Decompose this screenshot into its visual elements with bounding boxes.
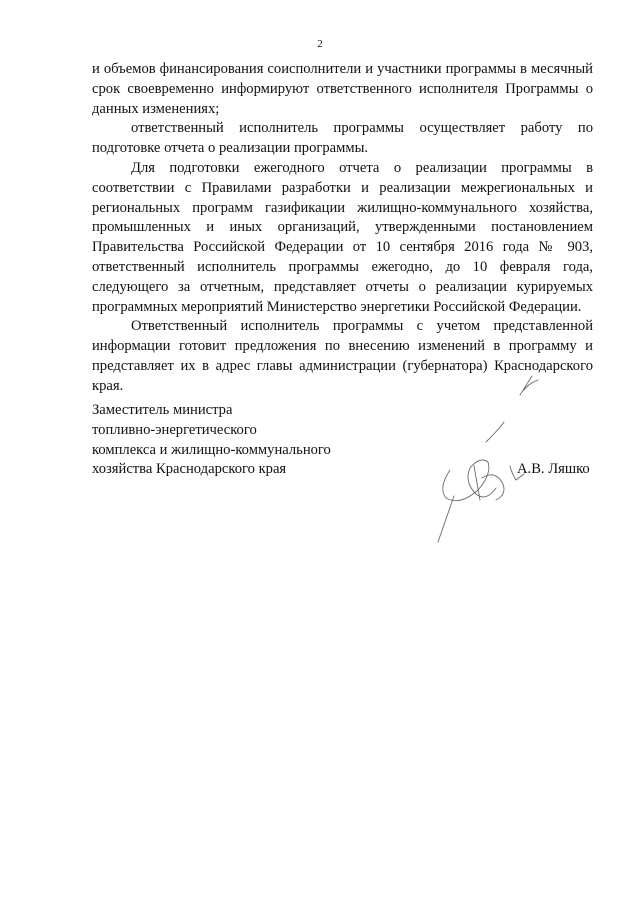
paragraph: ответственный исполнитель программы осуществляет работу по подготовке отчета о реализации программы. <box>92 120 593 157</box>
page-number: 2 <box>317 38 323 50</box>
position-line: комплекса и жилищно-коммунального <box>92 441 331 458</box>
body-text <box>92 60 593 397</box>
signature-block <box>92 401 392 480</box>
position-line: топливно-энергетического <box>92 421 257 438</box>
paragraph: и объемов финансирования соисполнители и участники программы в месячный срок своевременно информируют ответственного исполнителя Программы о данных изменениях; <box>92 61 593 117</box>
paragraph: Для подготовки ежегодного отчета о реализации программы в соответствии с Правилами разработки и реализации межрегиональных и региональных программ газификации жилищно-коммунального хозяйства, промышленных и иных организаций, утвержденными постановлением Правительства Российской Федерации от 10 сентября 2016 года № 903, ответственный исполнитель программы ежегодно, до 10 февраля года, следующего за отчетным, представляет отчеты о реализации курируемых программных мероприятий Министерство энергетики Российской Федерации. <box>92 159 593 315</box>
position-line: Заместитель министра <box>92 402 233 418</box>
signer-name: А.В. Ляшко <box>517 461 590 477</box>
paragraph: Ответственный исполнитель программы с учетом представленной информации готовит предложения по внесению изменений в программу и представляет их в адрес главы администрации (губернатора) Краснодарского края. <box>92 318 593 394</box>
position-line: хозяйства Краснодарского края <box>92 461 287 478</box>
